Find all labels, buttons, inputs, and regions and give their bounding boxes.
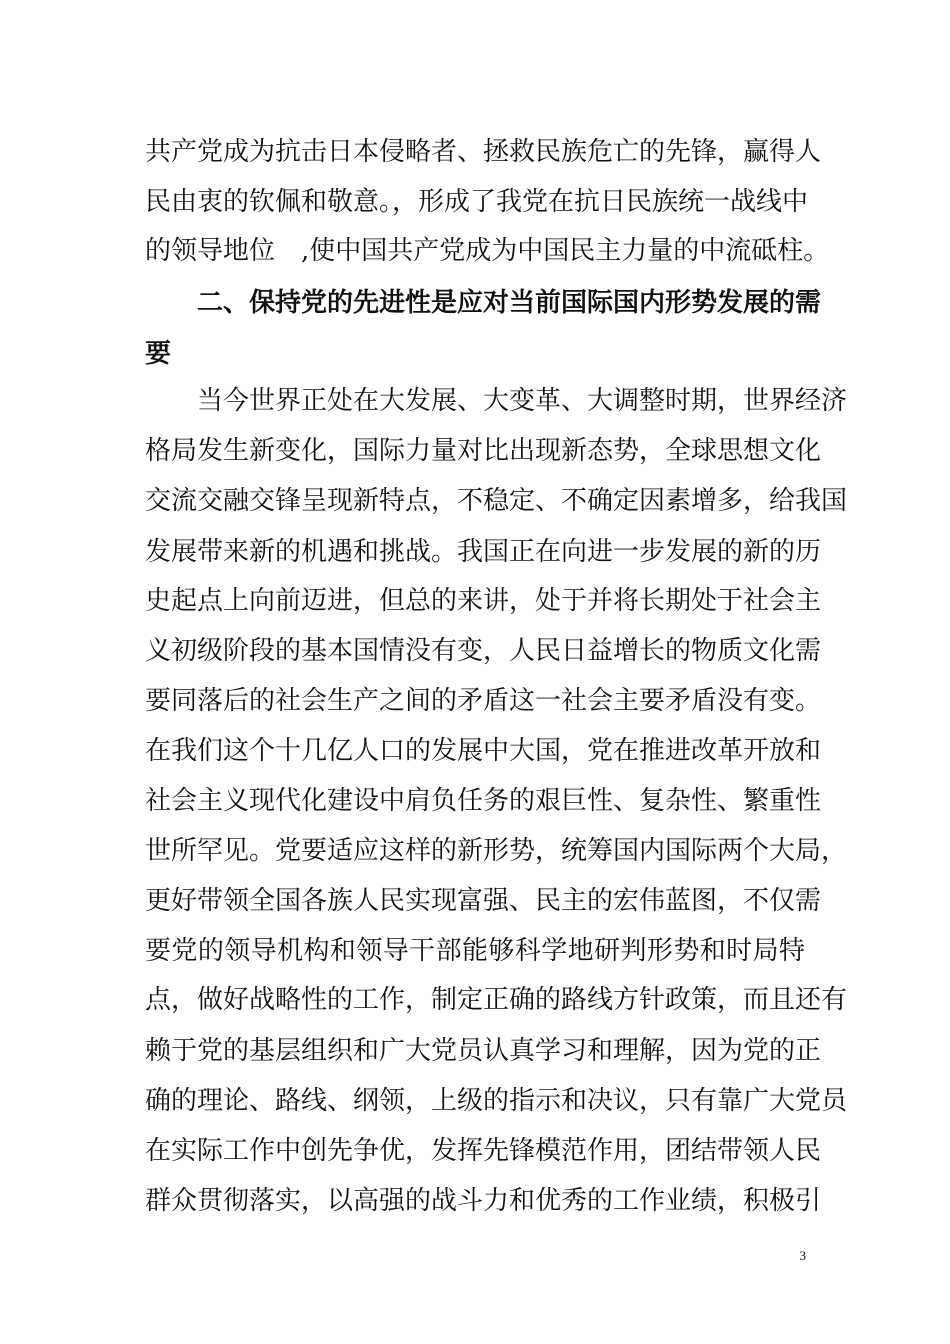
- body-text-line: 要党的领导机构和领导干部能够科学地研判形势和时局特: [145, 936, 805, 966]
- page-number: 3: [799, 1248, 806, 1263]
- body-text-line: 世所罕见。党要适应这样的新形势，统筹国内国际两个大局，: [145, 836, 848, 866]
- body-text-line: 赖于党的基层组织和广大党员认真学习和理解，因为党的正: [145, 1036, 822, 1066]
- body-text-line: 义初级阶段的基本国情没有变，人民日益增长的物质文化需: [145, 636, 822, 666]
- body-text-line: 在我们这个十几亿人口的发展中大国，党在推进改革开放和: [145, 736, 822, 766]
- paragraph-first-line: 当今世界正处在大发展、大变革、大调整时期，世界经济: [197, 386, 848, 416]
- body-text-line: 发展带来新的机遇和挑战。我国正在向进一步发展的新的历: [145, 537, 822, 567]
- body-text-line: 要同落后的社会生产之间的矛盾这一社会主要矛盾没有变。: [145, 686, 822, 716]
- body-text-line: 共产党成为抗击日本侵略者、拯救民族危亡的先锋，赢得人: [145, 137, 822, 167]
- section-heading: 二、保持党的先进性是应对当前国际国内形势发展的需: [197, 288, 822, 318]
- body-text-line: 的领导地位 ,使中国共产党成为中国民主力量的中流砥柱。: [145, 236, 830, 266]
- body-text-line: 史起点上向前迈进，但总的来讲，处于并将长期处于社会主: [145, 586, 822, 616]
- body-text-line: 交流交融交锋呈现新特点，不稳定、不确定因素增多，给我国: [145, 486, 848, 516]
- body-text-line: 在实际工作中创先争优，发挥先锋模范作用，团结带领人民: [145, 1136, 822, 1166]
- body-text-line: 社会主义现代化建设中肩负任务的艰巨性、复杂性、繁重性: [145, 786, 822, 816]
- body-text-line: 更好带领全国各族人民实现富强、民主的宏伟蓝图，不仅需: [145, 886, 822, 916]
- body-text-line: 群众贯彻落实，以高强的战斗力和优秀的工作业绩，积极引: [145, 1186, 822, 1216]
- section-heading-continued: 要: [145, 339, 172, 369]
- body-text-line: 格局发生新变化，国际力量对比出现新态势，全球思想文化: [145, 436, 822, 466]
- body-text-line: 点，做好战略性的工作，制定正确的路线方针政策，而且还有: [145, 985, 848, 1015]
- body-text-line: 民由衷的钦佩和敬意。，形成了我党在抗日民族统一战线中: [145, 187, 809, 217]
- body-text-line: 确的理论、路线、纲领，上级的指示和决议，只有靠广大党员: [145, 1086, 848, 1116]
